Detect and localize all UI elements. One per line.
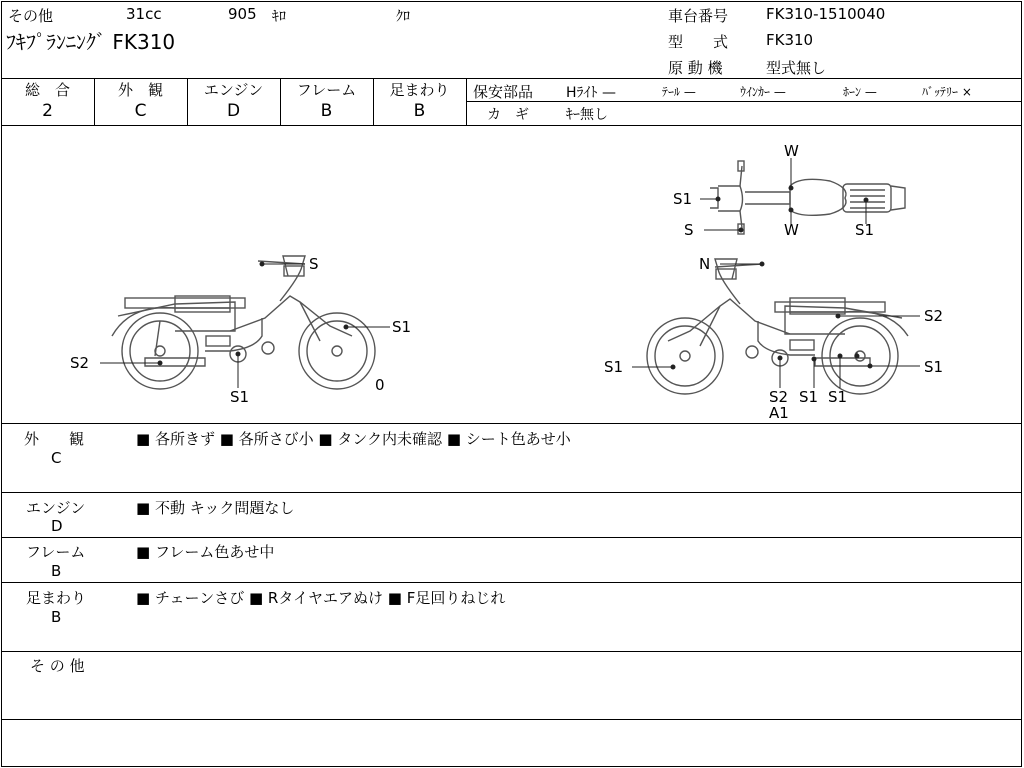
diagram-label: S2 (70, 354, 90, 372)
displacement: 31cc (126, 5, 162, 23)
remark-engine-label: エンジン (26, 499, 86, 517)
remark-frame-label: フレーム (26, 543, 86, 561)
diagram-label: S1 (799, 388, 819, 406)
safety-tail: ﾃｰﾙ — (662, 85, 696, 99)
exterior-grade: C (134, 101, 147, 121)
safety-label: 保安部品 (473, 83, 534, 101)
key-label: カ ギ (487, 107, 529, 123)
top-view (710, 161, 905, 234)
safety-battery: ﾊﾞｯﾃﾘｰ × (922, 85, 972, 99)
diagram-label: S1 (924, 358, 944, 376)
engine-grade: D (226, 101, 241, 121)
remark-engine-text: ■ 不動 キック問題なし (136, 499, 295, 517)
safety-headlight: Hﾗｲﾄ — (566, 85, 616, 101)
remark-exterior-text: ■ 各所きず ■ 各所さび小 ■ タンク内未確認 ■ シート色あせ小 (136, 430, 571, 448)
diagram-label: S1 (828, 388, 848, 406)
remark-engine-grade: D (51, 517, 63, 535)
safety-winker: ｳｲﾝｶｰ — (740, 85, 786, 99)
diagram-label: S (684, 221, 694, 239)
engine-type-label: 原 動 機 (668, 59, 723, 77)
remark-exterior-grade: C (51, 449, 62, 467)
diagram-label: S1 (604, 358, 624, 376)
remark-frame-grade: B (51, 562, 62, 580)
overall-label: 総 合 (24, 81, 70, 99)
diagram-label: S2 (769, 388, 789, 406)
diagram-label: 0 (375, 376, 385, 394)
safety-horn: ﾎｰﾝ — (843, 85, 877, 99)
overall-grade: 2 (42, 101, 53, 121)
color: ｸﾛ (396, 9, 410, 25)
bike-diagram (0, 126, 1022, 422)
diagram-label: W (784, 142, 799, 160)
suspension-label: 足まわり (389, 81, 450, 99)
diagram-label: S1 (392, 318, 412, 336)
category: その他 (8, 7, 54, 25)
remark-suspension-label: 足まわり (26, 589, 87, 607)
diagram-label: S (309, 255, 319, 273)
remark-suspension-grade: B (51, 608, 62, 626)
frame-grade: B (320, 101, 333, 121)
diagram-label: S1 (230, 388, 250, 406)
key-value: ｷｰ無し (566, 107, 608, 123)
left-side-view (112, 256, 375, 389)
frame-no-label: 車台番号 (668, 7, 729, 25)
diagram-label: W (784, 221, 799, 239)
diagram-label: N (699, 255, 711, 273)
mileage: 905 (228, 5, 257, 23)
engine-label: エンジン (203, 81, 264, 99)
frame-no: FK310-1510040 (766, 5, 886, 23)
remark-other-label: そ の 他 (30, 657, 85, 675)
mileage-unit: ｷﾛ (272, 9, 286, 25)
frame-label: フレーム (296, 81, 357, 99)
type-value: FK310 (766, 31, 814, 49)
diagram-label: S2 (924, 307, 944, 325)
diagram-label: A1 (769, 404, 789, 422)
engine-type-value: 型式無し (766, 59, 827, 77)
type-label: 型 式 (668, 33, 729, 51)
exterior-label: 外 観 (117, 81, 163, 99)
remark-exterior-label: 外 観 (24, 430, 85, 448)
model-name: ﾌｷﾌﾟﾗﾝﾆﾝｸﾞ FK310 (6, 30, 176, 54)
remark-suspension-text: ■ チェーンさび ■ Rタイヤエアぬけ ■ F足回りねじれ (136, 589, 506, 607)
suspension-grade: B (413, 101, 426, 121)
right-side-view (647, 259, 908, 394)
diagram-label: S1 (673, 190, 693, 208)
remark-frame-text: ■ フレーム色あせ中 (136, 543, 275, 561)
diagram-label: S1 (855, 221, 875, 239)
